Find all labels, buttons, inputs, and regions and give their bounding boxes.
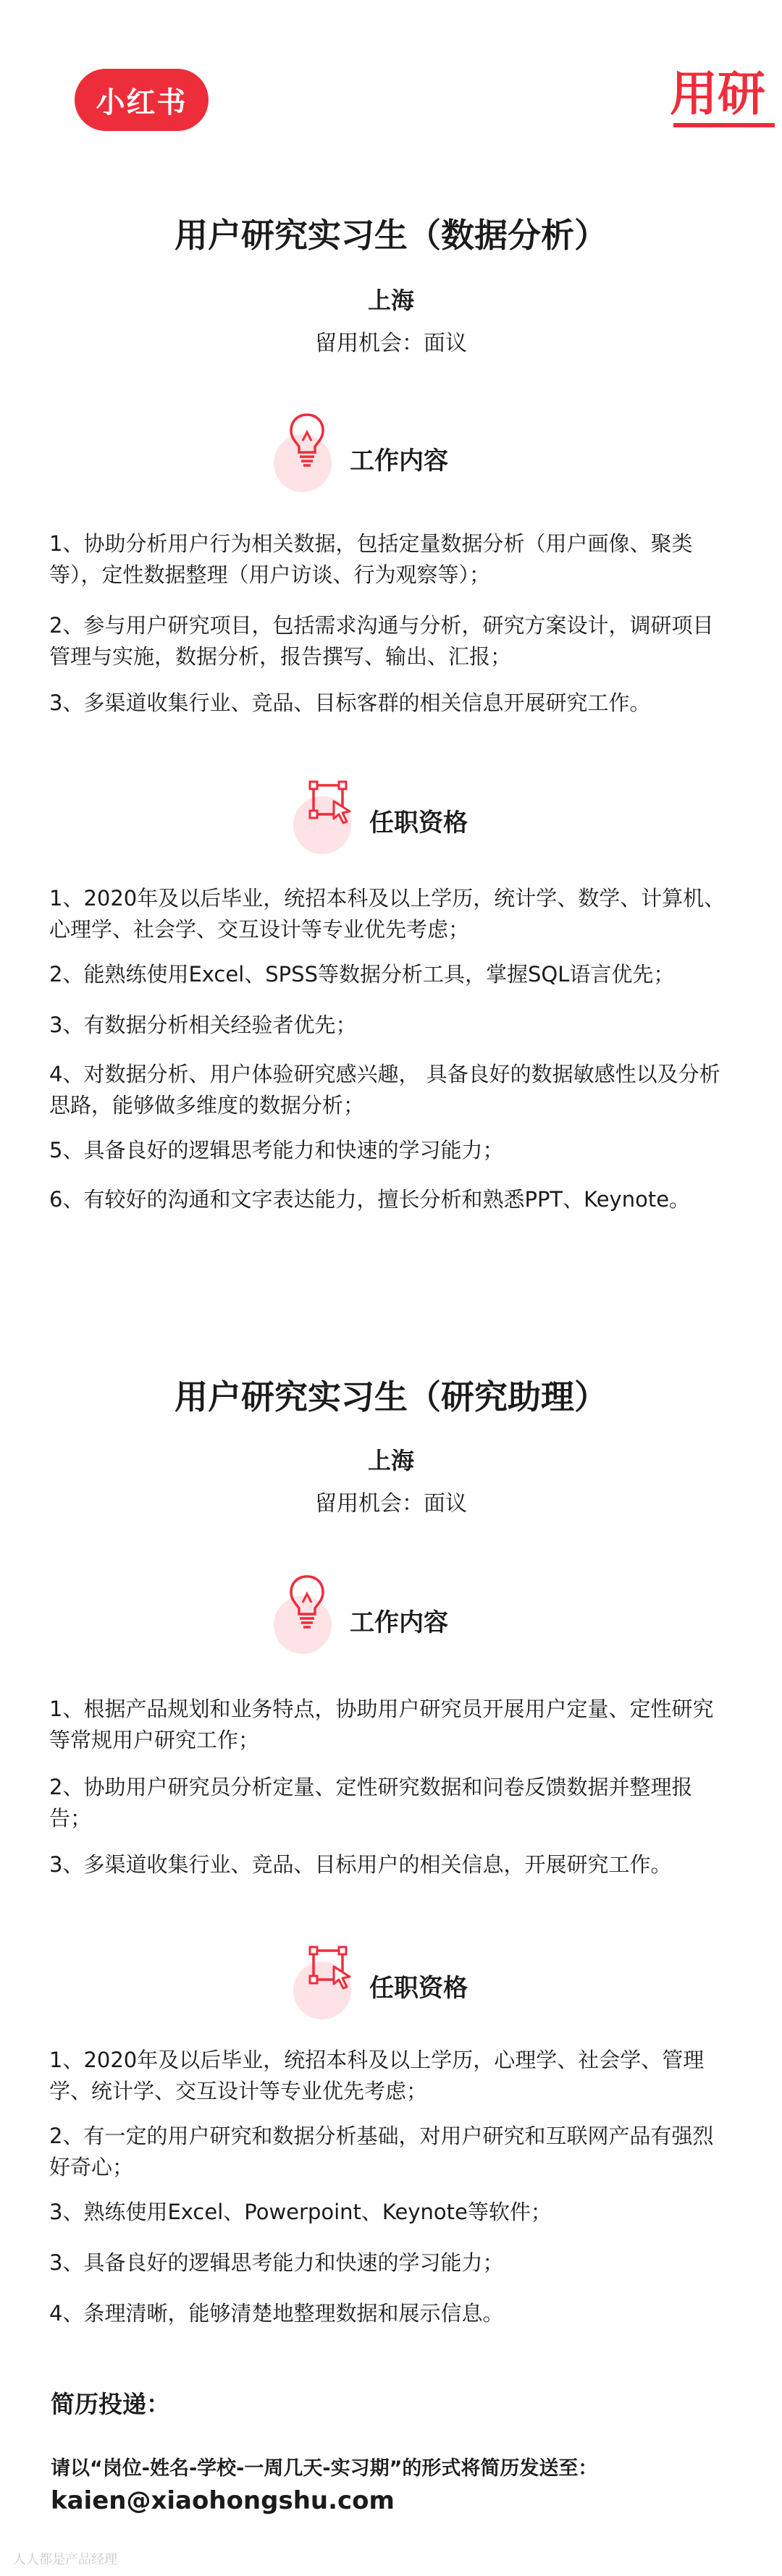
list-item: 4、对数据分析、用户体验研究感兴趣， 具备良好的数据敏感性以及分析思路，能够做多维度的数据分析； [49,1062,720,1118]
list-item: 5、具备良好的逻辑思考能力和快速的学习能力； [49,1138,504,1162]
brand-underline [673,123,775,127]
section-title: 工作内容 [350,447,448,476]
lightbulb-icon [287,1571,327,1636]
resume-email: kaien@xiaohongshu.com [51,2486,395,2515]
section-header-requirements [293,771,583,865]
list-item: 3、熟练使用Excel、Powerpoint、Keynote等软件； [49,2200,552,2224]
list-item: 2、协助用户研究员分析定量、定性研究数据和问卷反馈数据并整理报告； [49,1775,693,1830]
list-item: 1、协助分析用户行为相关数据，包括定量数据分析（用户画像、聚类等），定性数据整理（用户访谈、行为观察等）； [49,531,693,587]
job-title: 用户研究实习生（研究助理） [175,1377,607,1416]
list-item: 2、参与用户研究项目，包括需求沟通与分析，研究方案设计，调研项目管理与实施，数据分析，报告撰写、输出、汇报； [49,613,714,669]
section-title: 工作内容 [350,1608,448,1637]
job-location: 上海 [367,287,414,314]
xiaohongshu-logo [75,69,209,131]
selection-cursor-icon [306,771,357,836]
list-item: 3、有数据分析相关经验者优先； [49,1013,357,1037]
list-item: 2、有一定的用户研究和数据分析基础，对用户研究和互联网产品有强烈好奇心； [49,2124,714,2179]
resume-instruction: 请以“岗位-姓名-学校-一周几天-实习期”的形式将简历发送至： [51,2457,598,2480]
watermark: 人人都是产品经理 [13,2552,117,2567]
resume-heading: 简历投递： [51,2390,170,2418]
section-header-requirements [293,1936,583,2030]
job-title: 用户研究实习生（数据分析） [175,216,607,255]
list-item: 3、多渠道收集行业、竞品、目标客群的相关信息开展研究工作。 [49,691,651,715]
job-location: 上海 [367,1447,414,1474]
section-title: 任职资格 [369,1974,468,2003]
list-item: 1、根据产品规划和业务特点，协助用户研究员开展用户定量、定性研究等常规用户研究工作； [49,1697,714,1752]
list-item: 1、2020年及以后毕业，统招本科及以上学历，心理学、社会学、管理学、统计学、交互设计等专业优先考虑； [49,2048,705,2103]
job-retention: 留用机会：面议 [315,1491,467,1516]
logo-text: 小红书 [96,85,188,119]
list-item: 3、多渠道收集行业、竞品、目标用户的相关信息，开展研究工作。 [49,1852,672,1877]
selection-cursor-icon [306,1936,357,2001]
list-item: 4、条理清晰，能够清楚地整理数据和展示信息。 [49,2301,504,2326]
section-header-work [274,1571,563,1665]
lightbulb-icon [287,409,327,474]
list-item: 6、有较好的沟通和文字表达能力，擅长分析和熟悉PPT、Keynote。 [49,1187,691,1212]
section-title: 任职资格 [369,808,468,837]
list-item: 2、能熟练使用Excel、SPSS等数据分析工具，掌握SQL语言优先； [49,962,675,987]
job-retention: 留用机会：面议 [315,331,467,356]
list-item: 1、2020年及以后毕业，统招本科及以上学历，统计学、数学、计算机、心理学、社会学、交互设计等专业优先考虑； [49,886,726,942]
brand-text: 用研 [670,66,765,122]
section-header-work [274,409,563,503]
list-item: 3、具备良好的逻辑思考能力和快速的学习能力； [49,2250,504,2275]
